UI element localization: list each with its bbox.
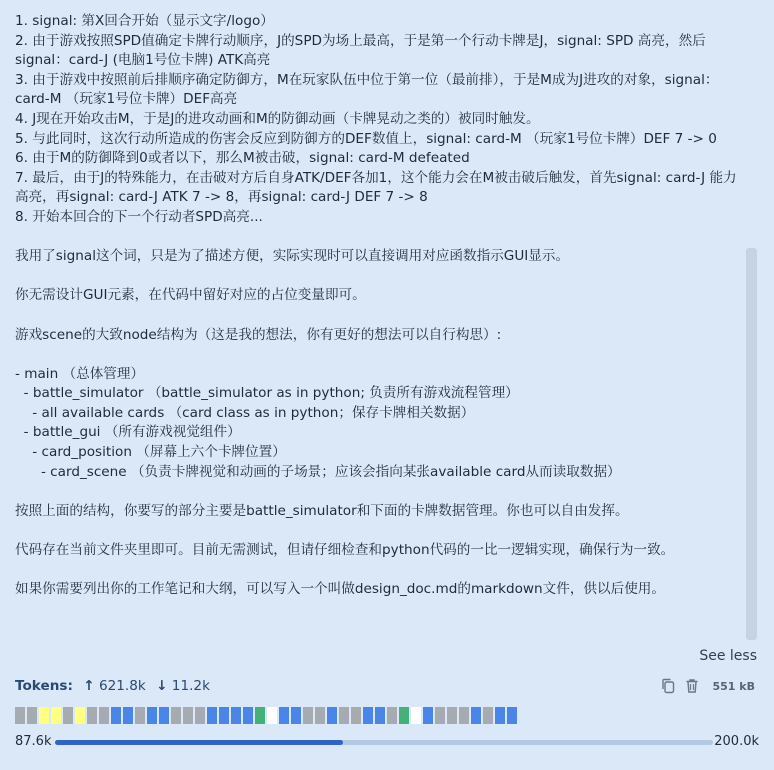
- message-line: 4. J现在开始攻击M，于是J的进攻动画和M的防御动画（卡牌晃动之类的）被同时触发。: [15, 110, 540, 127]
- progress-fill: [55, 740, 343, 745]
- message-line: - all available cards （card class as in python；保存卡牌相关数据）: [15, 404, 475, 421]
- context-block: [507, 707, 517, 724]
- context-block: [411, 707, 421, 724]
- context-window-bar: [15, 734, 759, 752]
- message-line: 游戏scene的大致node结构为（这是我的想法，你有更好的想法可以自行构思）:: [15, 326, 502, 343]
- arrow-down-icon: ↓: [156, 678, 168, 694]
- context-block: [339, 707, 349, 724]
- context-block: [63, 707, 73, 724]
- context-block: [159, 707, 169, 724]
- context-block: [87, 707, 97, 724]
- message-line: 6. 由于M的防御降到0或者以下，那么M被击破，signal: card-M defeated: [15, 150, 470, 167]
- context-block: [375, 707, 385, 724]
- context-block: [231, 707, 241, 724]
- chat-message: [15, 12, 745, 600]
- context-current: 87.6k: [15, 734, 52, 749]
- context-blocks: [15, 707, 517, 724]
- message-line: 5. 与此同时，这次行动所造成的伤害会反应到防御方的DEF数值上，signal: card-M （玩家1号位卡牌）DEF 7 -> 0: [15, 130, 717, 147]
- context-block: [315, 707, 325, 724]
- context-block: [327, 707, 337, 724]
- context-block: [303, 707, 313, 724]
- context-block: [27, 707, 37, 724]
- context-block: [123, 707, 133, 724]
- context-block: [243, 707, 253, 724]
- tokens-down-value: 11.2k: [171, 678, 210, 694]
- tokens-tools: [661, 678, 756, 694]
- context-block: [423, 707, 433, 724]
- message-line: [15, 482, 745, 502]
- context-block: [435, 707, 445, 724]
- progress-track: [55, 740, 713, 745]
- context-block: [51, 707, 61, 724]
- size-label: 551 kB: [712, 679, 755, 693]
- message-line: - card_position （屏幕上六个卡牌位置）: [15, 444, 286, 461]
- context-block: [75, 707, 85, 724]
- context-block: [39, 707, 49, 724]
- context-block: [195, 707, 205, 724]
- arrow-up-icon: ↑: [83, 678, 95, 694]
- message-line: [15, 345, 745, 365]
- context-block: [267, 707, 277, 724]
- context-block: [291, 707, 301, 724]
- message-line: [15, 306, 745, 326]
- context-block: [99, 707, 109, 724]
- context-block: [147, 707, 157, 724]
- context-block: [183, 707, 193, 724]
- tokens-row: [15, 678, 759, 698]
- message-line: 8. 开始本回合的下一个行动者SPD高亮...: [15, 208, 263, 225]
- message-line: - main （总体管理）: [15, 365, 145, 382]
- context-block: [495, 707, 505, 724]
- context-block: [255, 707, 265, 724]
- message-line: - card_scene （负责卡牌视觉和动画的子场景；应该会指向某张available card从而读取数据）: [15, 463, 621, 480]
- message-line: 如果你需要列出你的工作笔记和大纲，可以写入一个叫做design_doc.md的markdown文件，供以后使用。: [15, 581, 665, 598]
- scrollbar[interactable]: [746, 248, 757, 640]
- context-block: [279, 707, 289, 724]
- message-line: 按照上面的结构，你要写的部分主要是battle_simulator和下面的卡牌数据管理。你也可以自由发挥。: [15, 502, 629, 519]
- message-line: [15, 521, 745, 541]
- copy-icon[interactable]: [661, 678, 675, 694]
- tokens-label: Tokens:: [15, 678, 73, 694]
- context-block: [135, 707, 145, 724]
- tokens-up-value: 621.8k: [98, 678, 146, 694]
- context-block: [111, 707, 121, 724]
- context-block: [387, 707, 397, 724]
- context-block: [363, 707, 373, 724]
- tokens-up: [83, 678, 150, 694]
- message-line: 代码存在当前文件夹里即可。目前无需测试，但请仔细检查和python代码的一比一逻辑实现，确保行为一致。: [15, 542, 675, 559]
- message-line: 3. 由于游戏中按照前后排顺序确定防御方，M在玩家队伍中位于第一位（最前排），于是M成为J进攻的对象，signal：card-M （玩家1号位卡牌）DEF高亮: [15, 71, 719, 108]
- context-block: [471, 707, 481, 724]
- message-line: 我用了signal这个词，只是为了描述方便，实际实现时可以直接调用对应函数指示GUI显示。: [15, 248, 570, 265]
- context-block: [219, 707, 229, 724]
- context-block: [351, 707, 361, 724]
- context-block: [207, 707, 217, 724]
- context-block: [483, 707, 493, 724]
- context-max: 200.0k: [714, 734, 759, 749]
- message-line: 7. 最后，由于J的特殊能力，在击破对方后自身ATK/DEF各加1，这个能力会在M被击破后触发，首先signal: card-J 能力高亮，再signal: card-J ATK 7 -> 8，再signal: card-J DEF 7 -> 8: [15, 169, 737, 206]
- message-line: - battle_gui （所有游戏视觉组件）: [15, 424, 241, 441]
- see-less-link[interactable]: See less: [699, 648, 757, 664]
- message-line: - battle_simulator （battle_simulator as in python; 负责所有游戏流程管理）: [15, 385, 519, 402]
- message-line: [15, 228, 745, 248]
- message-line: [15, 561, 745, 581]
- context-block: [459, 707, 469, 724]
- context-block: [171, 707, 181, 724]
- message-line: 你无需设计GUI元素，在代码中留好对应的占位变量即可。: [15, 287, 366, 304]
- context-block: [447, 707, 457, 724]
- context-block: [399, 707, 409, 724]
- message-line: [15, 267, 745, 287]
- message-line: 1. signal: 第X回合开始（显示文字/logo）: [15, 13, 274, 29]
- message-line: 2. 由于游戏按照SPD值确定卡牌行动顺序，J的SPD为场上最高，于是第一个行动卡牌是J，signal: SPD 高亮，然后signal：card-J (电脑1号位卡牌) ATK高亮: [15, 32, 706, 69]
- tokens-down: [156, 678, 210, 694]
- context-block: [15, 707, 25, 724]
- trash-icon[interactable]: [685, 678, 699, 694]
